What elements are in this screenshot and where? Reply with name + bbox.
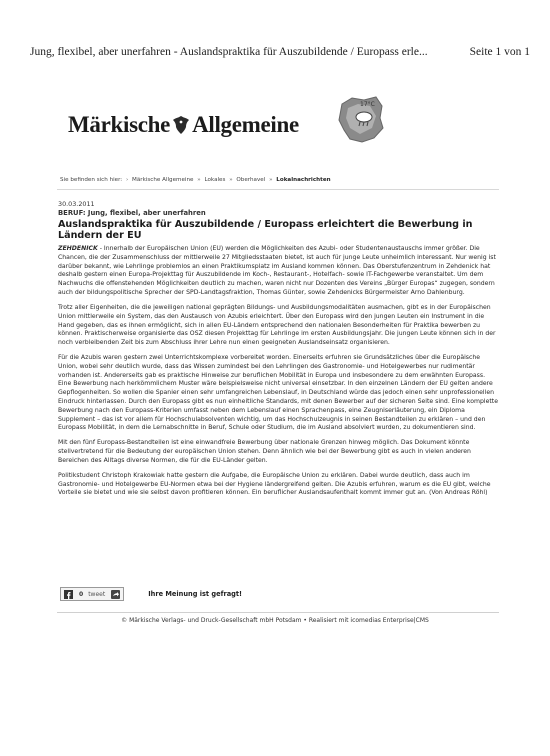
breadcrumb-separator: »	[197, 177, 201, 183]
breadcrumb	[60, 177, 331, 183]
share-icon[interactable]	[111, 590, 120, 599]
article-headline: Auslandspraktika für Auszubildende / Europass erleichtert die Bewerbung in Ländern der EU	[58, 219, 473, 241]
breadcrumb-prefix: Sie befinden sich hier:	[60, 177, 123, 183]
eagle-crest-icon	[172, 114, 190, 136]
article-date: 30.03.2011	[58, 200, 95, 208]
share-count: 0	[79, 590, 84, 598]
breadcrumb-item-lokales[interactable]: Lokales	[204, 177, 226, 183]
article-kicker: BERUF: Jung, flexibel, aber unerfahren	[58, 209, 206, 217]
breadcrumb-separator: ›	[125, 177, 129, 183]
print-header	[30, 46, 530, 58]
article-paragraph: Politikstudent Christoph Krakowiak hatte gestern die Aufgabe, die Europäische Union zu erklären. Dabei wurde deutlich, dass auch im Gastronomie- und Hotelgewerbe EU-Normen etwa bei der Hygiene ländergreifend gelten. Die Azubis erfuhren, warum es die EU gibt, welche Vorteile sie bietet und wie sie selbst davon profitieren können. Ein beruflicher Auslandsaufenthalt kommt immer gut an. (Von Andreas Röhl)	[58, 471, 491, 497]
share-box	[60, 587, 124, 601]
site-logo[interactable]	[68, 112, 299, 138]
share-bar	[60, 587, 242, 601]
breadcrumb-item-lokalnachrichten[interactable]: Lokalnachrichten	[276, 177, 331, 183]
weather-temperature: 17°C	[360, 101, 375, 108]
page-footer: © Märkische Verlags- und Druck-Gesellschaft mbH Potsdam • Realisiert mit icomedias Enterprise|CMS	[121, 617, 429, 624]
tweet-button[interactable]: tweet	[88, 590, 106, 598]
print-header-title: Jung, flexibel, aber unerfahren - Auslandspraktika für Auszubildende / Europass erle...	[30, 46, 428, 58]
article-paragraph: Mit den fünf Europass-Bestandteilen ist eine einwandfreie Bewerbung über nationale Grenzen hinweg möglich. Das Dokument könnte stellvertretend für die Bedeutung der europäischen Union stehen. Denn ähnlich wie bei der Bewerbung gibt es auch in vielen anderen Bereichen des Alltags diverse Normen, die für die EU-Länder gelten.	[58, 439, 471, 464]
breadcrumb-item-oberhavel[interactable]: Oberhavel	[236, 177, 266, 183]
breadcrumb-item-home[interactable]: Märkische Allgemeine	[132, 177, 194, 183]
weather-widget[interactable]	[336, 94, 386, 146]
article-paragraph	[58, 245, 500, 298]
print-header-page: Seite 1 von 1	[469, 46, 530, 58]
article-paragraph: Trotz aller Eigenheiten, die die jeweiligen national geprägten Bildungs- und Ausbildungsmodalitäten ausmachen, gibt es in der Europäischen Union mittlerweile ein System, das den Austausch von Azubis erleichtert. Über den Europass wird den jungen Leuten ein Instrument in die Hand gegeben, das es ihnen ermöglicht, sich in allen EU-Ländern entsprechend den nationalen Besonderheiten für Praktika bewerben zu können. Praktischerweise organisierte das OSZ diesen Projekttag für Lehrlinge im ersten Ausbildungsjahr. Die jungen Leute können sich in der noch verbleibenden Zeit bis zum Abschluss ihrer Lehre nun einen geeigneten Auslandseinsatz organisieren.	[58, 303, 496, 347]
logo-right-word: Allgemeine	[192, 112, 299, 137]
breadcrumb-divider	[57, 189, 499, 190]
breadcrumb-separator: »	[269, 177, 273, 183]
article-paragraph-text: - Innerhalb der Europäischen Union (EU) werden die Möglichkeiten des Azubi- oder Studentenaustauschs immer größer. Die Chancen, die der Zusammenschluss der mittlerweile 27 Mitgliedsstaaten bietet, ist auch für junge Leute unheimlich interessant. Nur wenig ist darüber bekannt, wie Lehrlinge problemlos an einen Praktikumsplatz im Ausland kommen können. Das Oberstufenzentrum in Zehdenick hat deshalb gestern einen Europa-Projekttag für Auszubildende im Koch-, Restaurant-, Hotelfach- sowie IT-Fachgewerbe veranstaltet. Um dem Nachwuchs die offenstehenden Möglichkeiten deutlich zu machen, waren nicht nur Dozenten des Vereins „Bürger Europas“ zugegen, sondern auch der bildungspolitische Sprecher der SPD-Landtagsfraktion, Thomas Günter, sowie Zehdenicks Bürgermeister Arno Dahlenburg.	[58, 245, 496, 296]
logo-left-word: Märkische	[68, 112, 171, 137]
article-dateline: ZEHDENICK	[58, 245, 98, 252]
footer-divider	[57, 612, 499, 613]
rain-cloud-icon	[354, 110, 374, 128]
facebook-icon[interactable]	[64, 590, 73, 599]
article-paragraph: Für die Azubis waren gestern zwei Unterrichtskomplexe vorbereitet worden. Einerseits erfuhren sie Grundsätzliches über die Europäische Union, wobei sehr deutlich wurde, dass das Wissen zumindest bei den Lehrlingen des Gastronomie- und Hotelgewerbes nur rudimentär vorhanden ist. Andererseits gab es praktische Hinweise zur beruflichen Mobilität in Europa und insbesondere zu dem erwähnten Europass. Eine Bewerbung nach herkömmlichem Muster wäre beispielsweise nicht universal einsetzbar. In den einzelnen Ländern der EU gelten andere Gepflogenheiten. So wollen die Spanier einen sehr umfangreichen Lebenslauf, in Deutschland würde das jedoch einen sehr unprofessionellen Eindruck hinterlassen. Durch den Europass gibt es nun einheitliche Standards, mit denen Bewerber auf der sicheren Seite sind. Eine komplette Bewerbung nach den Europass-Kriterien umfasst neben dem Lebenslauf einen Sprachenpass, eine Zeugniserläuterung, ein Diploma Supplement – das ist vor allem für Hochschulabsolventen wichtig, um das Hochschulzeugnis in seinen Bestandteilen zu erklären – und den Europass Mobilität, in dem die Lernabschnitte in Beruf, Schule oder Studium, die im Ausland absolviert wurden, zu dokumentieren sind.	[58, 354, 498, 432]
opinion-link[interactable]: Ihre Meinung ist gefragt!	[148, 590, 243, 598]
article	[58, 200, 500, 504]
breadcrumb-separator: »	[229, 177, 233, 183]
